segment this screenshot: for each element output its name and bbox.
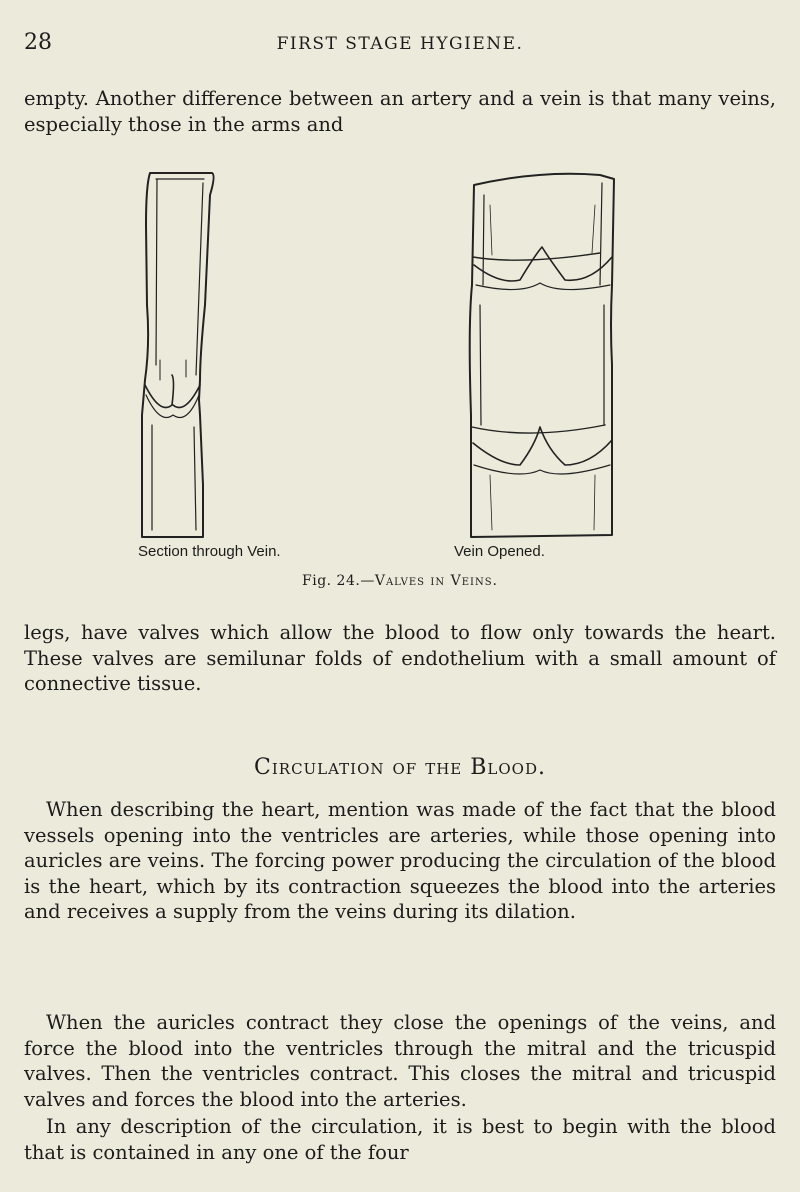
vein-section-drawing [142,173,214,537]
paragraph-auricles: When the auricles contract they close the openings of the veins, and force the blood into the ventricles through the mitral and the tricuspid valves. Then the ventricles contract. This closes the mitral and tricuspid valves and forces the blood into the arteries. [24,1011,776,1111]
figure-caption-right: Vein Opened. [454,543,545,560]
figure-number: Fig. 24.— [302,573,375,589]
figure-caption-left: Section through Vein. [138,543,281,560]
figure-title [0,573,800,589]
page-number: 28 [24,30,52,55]
section-heading: Circulation of the Blood. [254,755,546,780]
figure-title-text: Valves in Veins. [374,573,498,589]
vein-illustration [0,165,800,565]
paragraph-heart: When describing the heart, mention was made of the fact that the blood vessels opening into the ventricles are arteries, while those opening into auricles are veins. The forcing power producing the circulation of the blood is the heart, which by its contraction squeezes the blood into the arteries and receives a supply from the veins during its dilation. [24,798,776,923]
vein-opened-drawing [470,174,614,537]
figure-valves-in-veins [0,165,800,589]
page-header [24,30,776,60]
running-title: FIRST STAGE HYGIENE. [276,34,524,54]
paragraph-continuation: empty. Another difference between an artery and a vein is that many veins, especially those in the arms and [24,87,776,136]
paragraph-circulation: In any description of the circulation, it is best to begin with the blood that is contained in any one of the four [24,1115,776,1164]
paragraph-valves: legs, have valves which allow the blood to flow only towards the heart. These valves are semilunar folds of endothelium with a small amount of connective tissue. [24,621,776,695]
